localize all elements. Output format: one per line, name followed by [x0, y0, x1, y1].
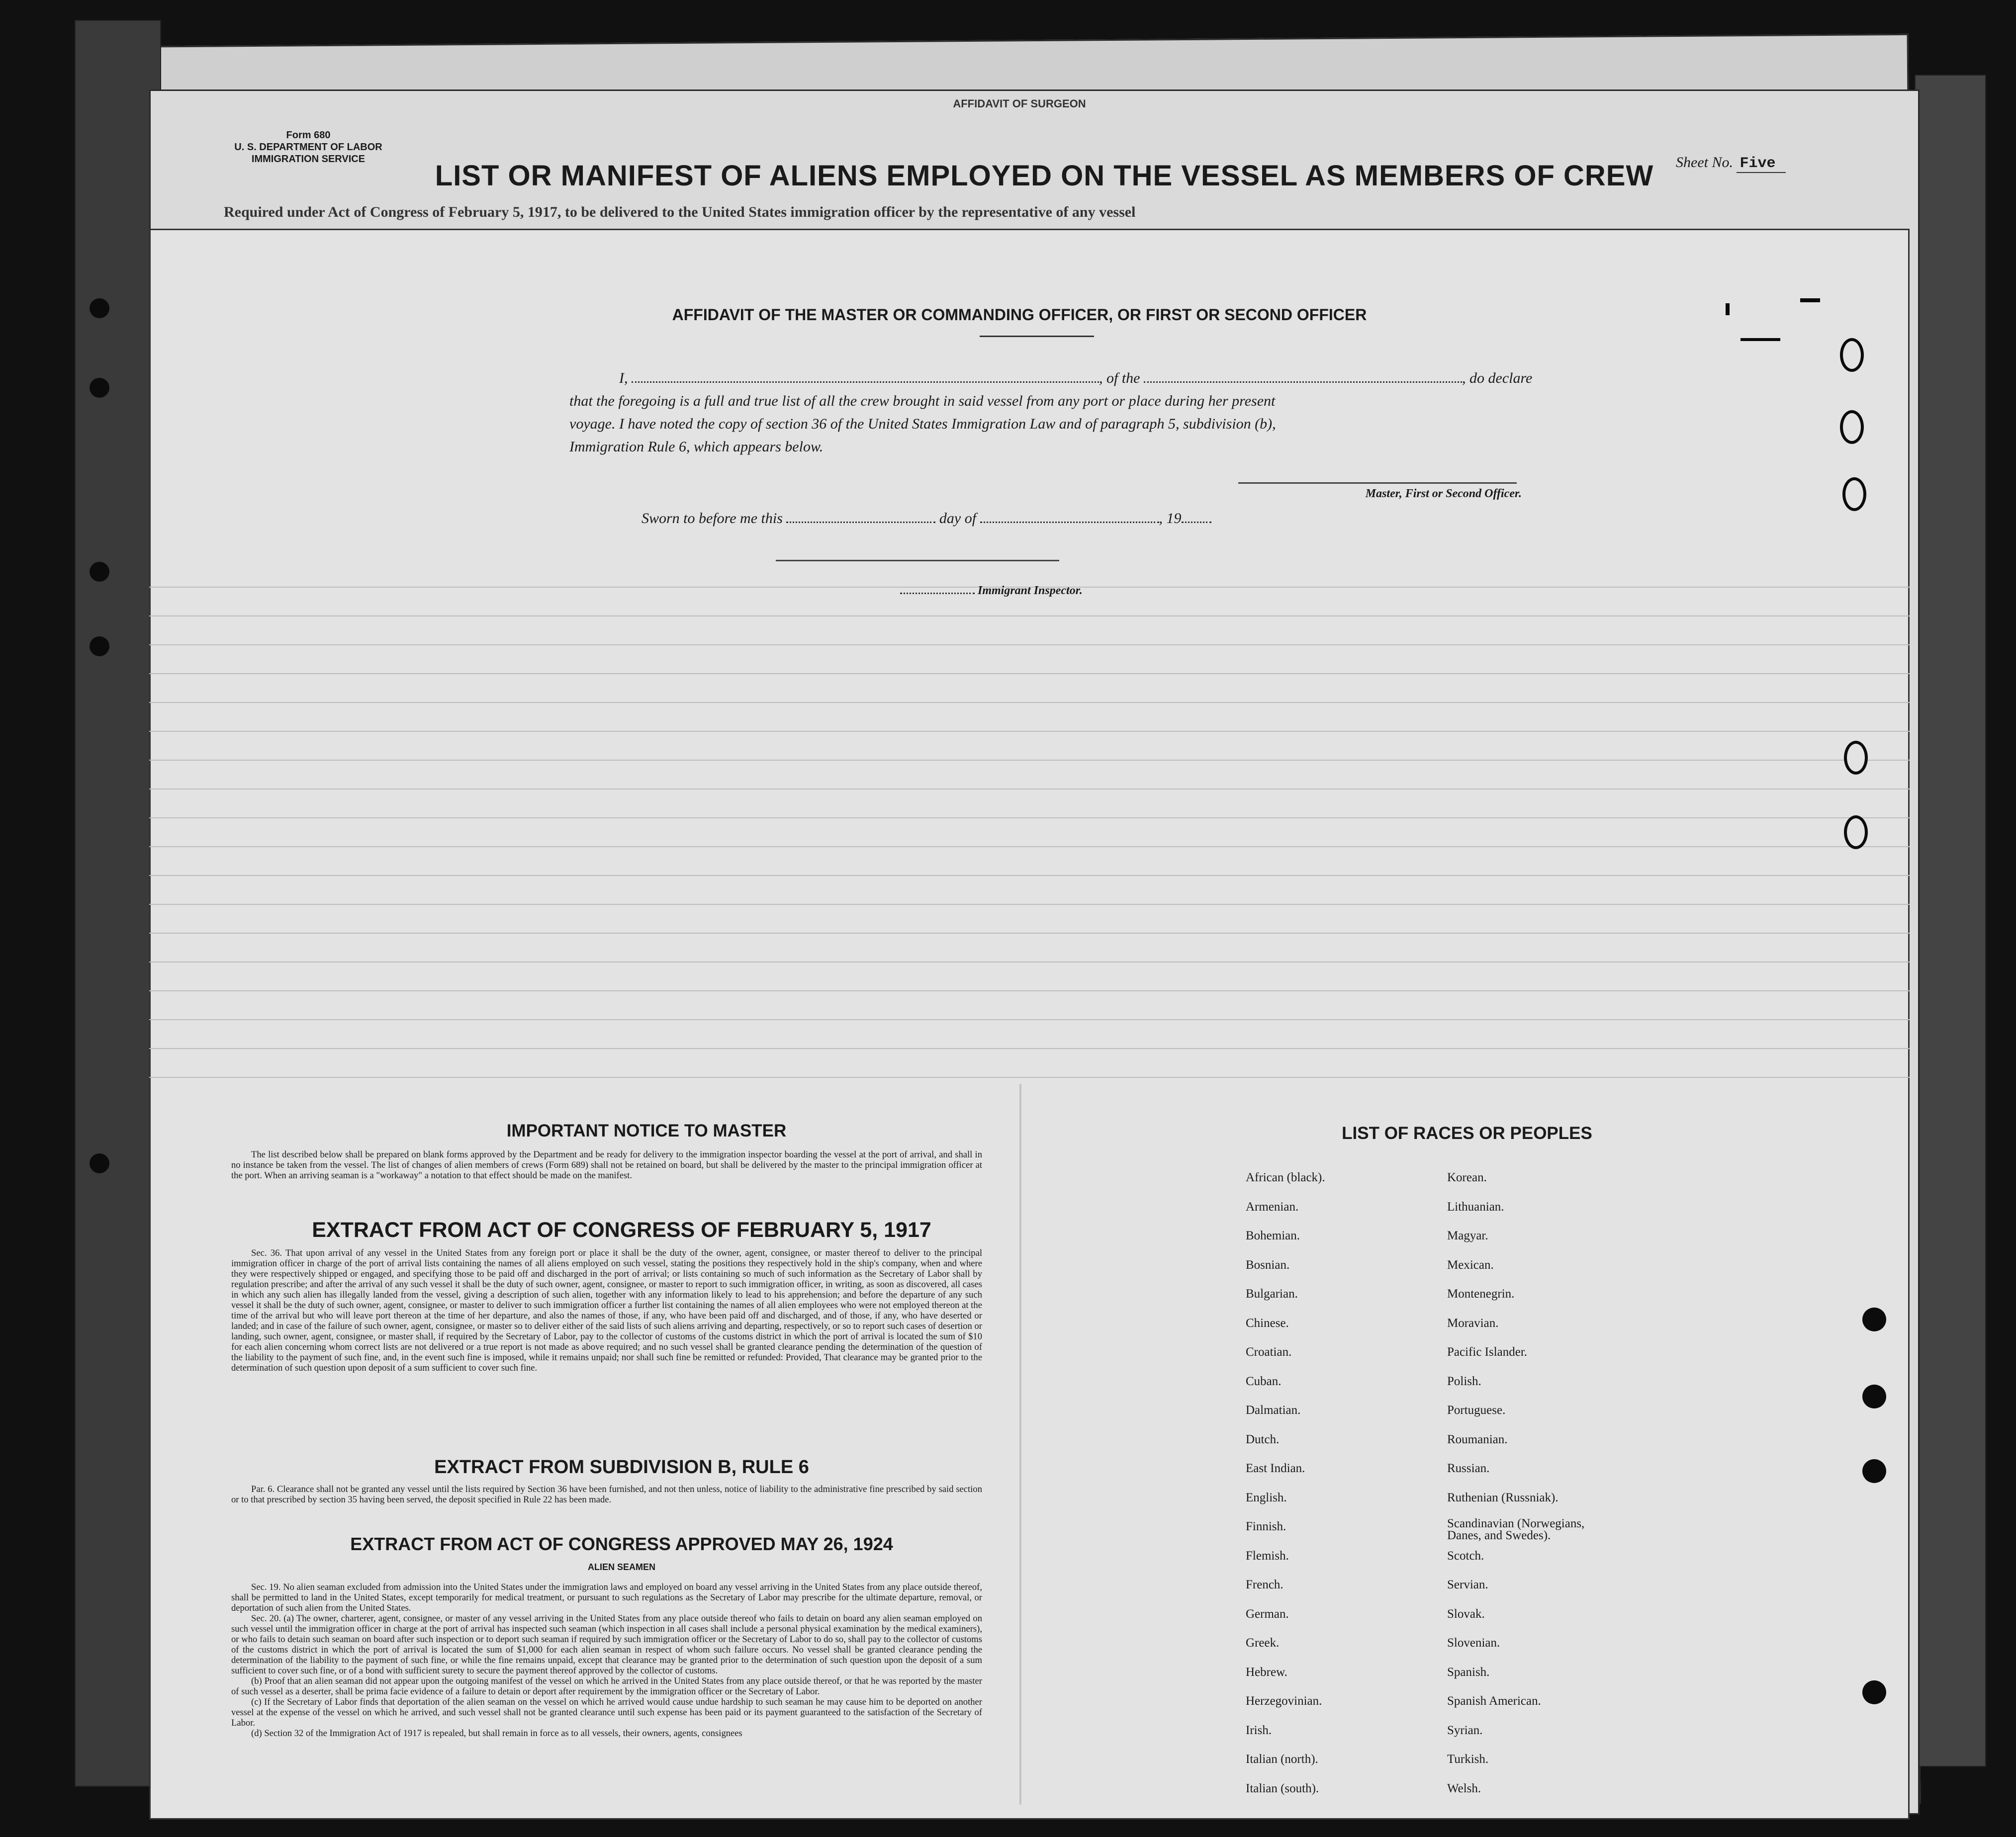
extract-1924-title: EXTRACT FROM ACT OF CONGRESS APPROVED MAY 26, 1924: [350, 1534, 893, 1554]
section-20a: Sec. 20. (a) The owner, charterer, agent, consignee, or master of any vessel arriving in the United States from any place outside thereof who fails to detain on board any alien seaman employed on such vessel until the immigration officer in charge at the port of arrival has inspected such seaman (which inspection in all cases shall include a personal physical examination by the medical examiners), or who fails to detain such seaman on board after such inspection or to deport such seaman if required by such immigration officer or the Secretary of Labor to do so, shall pay to the collector of customs of the customs district in which the port of arrival is located the sum of $1,000 for each alien seaman in respect of whom such failure occurs. No vessel shall be granted clearance pending the determination of the liability to the payment of such fine, or while the fine remains unpaid, except that clearance may be granted prior to the determination of such question upon the deposit of a sum sufficient to cover such fine, or of a bond with sufficient surety to secure the payment thereof approved by the collector of customs.: [231, 1613, 982, 1676]
sheet-number: [1676, 154, 1855, 172]
race-item: Finnish.: [1246, 1520, 1286, 1533]
race-item: French.: [1246, 1578, 1283, 1591]
month-field[interactable]: [980, 512, 1159, 523]
section-20b: (b) Proof that an alien seaman did not appear upon the outgoing manifest of the vessel on which he arrived in the United States from any place outside thereof, or that he was reported by the master of such vessel as a deserter, shall be prima facie evidence of a failure to detain or deport after requirement by the immigration officer or the Secretary of Labor.: [231, 1676, 982, 1697]
form-identifier: [234, 129, 383, 165]
punch-hole: [90, 298, 109, 318]
section-19: Sec. 19. No alien seaman excluded from admission into the United States under the immigration laws and employed on board any vessel arriving in the United States from any place outside thereof, shall be permitted to land in the United States, except temporarily for medical treatment, or pursuant to such regulations as the Secretary of Labor may prescribe for the ultimate departure, removal, or deportation of such alien from the United States.: [231, 1582, 982, 1613]
declaration-text: Immigration Rule 6, which appears below.: [569, 438, 824, 455]
inspector-line: [900, 583, 1109, 598]
race-item: Portuguese.: [1447, 1403, 1506, 1417]
punch-hole: [1840, 338, 1864, 372]
race-item: Russian.: [1447, 1462, 1490, 1475]
title-underline: [980, 336, 1094, 337]
punch-hole: [90, 1153, 109, 1173]
binder-strip: [1915, 75, 1986, 1767]
race-item: German.: [1246, 1607, 1289, 1621]
race-item: Herzegovinian.: [1246, 1694, 1322, 1708]
year-prefix: , 19: [1159, 510, 1182, 526]
punch-hole: [1840, 410, 1864, 444]
race-item: Turkish.: [1447, 1752, 1489, 1766]
race-item: Polish.: [1447, 1374, 1481, 1388]
service-name: IMMIGRATION SERVICE: [251, 154, 366, 165]
race-item: Irish.: [1246, 1723, 1272, 1737]
extract-rule6-title: EXTRACT FROM SUBDIVISION B, RULE 6: [434, 1457, 809, 1478]
name-field[interactable]: [632, 371, 1099, 383]
race-item: Spanish.: [1447, 1665, 1490, 1679]
stray-mark: [1800, 298, 1820, 302]
master-signature-field[interactable]: [1238, 482, 1517, 484]
race-item: East Indian.: [1246, 1462, 1305, 1475]
extract-1917-title: EXTRACT FROM ACT OF CONGRESS OF FEBRUARY 5, 1917: [312, 1218, 931, 1242]
race-item: Welsh.: [1447, 1781, 1481, 1795]
race-item: Syrian.: [1447, 1723, 1483, 1737]
declaration-text: that the foregoing is a full and true list of all the crew brought in said vessel from any port or place during her present: [569, 393, 1276, 409]
races-title: LIST OF RACES OR PEOPLES: [1342, 1124, 1592, 1143]
punch-hole: [90, 378, 109, 398]
declaration-text: voyage. I have noted the copy of section 36 of the United States Immigration Law and of paragraph 5, subdivision (b),: [569, 416, 1276, 432]
race-item: Scotch.: [1447, 1549, 1484, 1563]
race-item: Moravian.: [1447, 1316, 1499, 1330]
stray-mark: [1726, 303, 1730, 315]
declaration-i: I,: [619, 370, 628, 386]
race-item: Bulgarian.: [1246, 1287, 1298, 1301]
race-item: Croatian.: [1246, 1345, 1292, 1359]
race-item: Chinese.: [1246, 1316, 1289, 1330]
race-item: Spanish American.: [1447, 1694, 1541, 1708]
department-name: U. S. DEPARTMENT OF LABOR: [234, 142, 382, 153]
race-item: Flemish.: [1246, 1549, 1289, 1563]
affidavit-title: AFFIDAVIT OF THE MASTER OR COMMANDING OFFICER, OR FIRST OR SECOND OFFICER: [672, 306, 1367, 324]
alien-seamen-subtitle: ALIEN SEAMEN: [587, 1562, 655, 1572]
notice-body: The list described below shall be prepared on blank forms approved by the Department and be ready for delivery to the immigration inspector boarding the vessel at the port of arrival, and shall in no instance be taken from the vessel. The list of changes of alien members of crews (Form 689) shall not be retained on board, but shall be delivered by the master to the principal immigration officer at the port. When an arriving seaman is a "workaway" a notation to that effect should be made on the manifest.: [231, 1149, 982, 1181]
inspector-signature-field[interactable]: [776, 560, 1059, 561]
punch-hole: [1862, 1385, 1886, 1408]
sheet-value: Five: [1737, 155, 1785, 173]
race-item: Slovak.: [1447, 1607, 1485, 1621]
race-item: English.: [1246, 1490, 1287, 1504]
punch-hole: [1844, 741, 1868, 775]
year-field[interactable]: [1182, 512, 1211, 523]
sheet-label: Sheet No.: [1676, 154, 1733, 171]
section-20d: (d) Section 32 of the Immigration Act of 1917 is repealed, but shall remain in force as to all vessels, their owners, agents, consignees: [251, 1728, 742, 1739]
punch-hole: [1842, 477, 1866, 511]
race-item: Pacific Islander.: [1447, 1345, 1528, 1359]
race-item: Magyar.: [1447, 1229, 1488, 1242]
day-of-label: day of: [939, 510, 977, 526]
race-item: Greek.: [1246, 1636, 1280, 1650]
race-item: Slovenian.: [1447, 1636, 1500, 1650]
race-item: African (black).: [1246, 1171, 1325, 1184]
race-item: Roumanian.: [1447, 1432, 1508, 1446]
race-item: Bohemian.: [1246, 1229, 1300, 1242]
form-number: Form 680: [286, 130, 331, 141]
day-field[interactable]: [786, 512, 935, 523]
race-item: Armenian.: [1246, 1200, 1299, 1214]
race-item: Bosnian.: [1246, 1258, 1290, 1272]
extract-rule6-body: Par. 6. Clearance shall not be granted any vessel until the lists required by Section 36 have been furnished, and not then unless, notice of liability to the administrative fine prescribed by said section or to that prescribed by section 35 having been served, the deposit specified in Rule 22 has been made.: [231, 1484, 982, 1505]
punch-hole: [1862, 1308, 1886, 1331]
left-binding: [75, 20, 161, 1787]
race-item: Dutch.: [1246, 1432, 1280, 1446]
punch-hole: [1862, 1459, 1886, 1483]
declaration-of-the: , of the: [1099, 370, 1140, 386]
race-item: Dalmatian.: [1246, 1403, 1301, 1417]
section-20c: (c) If the Secretary of Labor finds that deportation of the alien seaman on the vessel on which he arrived would cause undue hardship to such seaman he may cause him to be deported on another vessel at the expense of the vessel on which he arrived, and such vessel shall not be granted clearance until such expense has been paid or its payment guaranteed to the satisfaction of the Secretary of Labor.: [231, 1697, 982, 1728]
race-item: Lithuanian.: [1447, 1200, 1504, 1214]
extract-1917-body: Sec. 36. That upon arrival of any vessel in the United States from any foreign port or place it shall be the duty of the owner, agent, consignee, or master thereof to deliver to the principal immigration officer in charge of the port of arrival lists containing the names of all aliens employed on such vessel, stating the positions they respectively hold in the ship's company, when and where they were respectively shipped or engaged, and specifying those to be paid off and discharged in the port of arrival; or lists containing so much of such information as the Secretary of Labor shall by regulation prescribe; and after the arrival of any such vessel it shall be the duty of such owner, agent, consignee, or master to report to such immigration officer, in writing, as soon as discovered, all cases in which any such alien has illegally landed from the vessel, giving a description of such alien, together with any information likely to lead to his apprehension; and before the departure of any such vessel it shall be the duty of such owner, agent, consignee, or master to deliver to such immigration officer a further list containing the names of all alien employees who were not employed thereon at the time of the arrival but who will leave port thereon at the time of her departure, and also the names of those, if any, who have been paid off and discharged, and of those, if any, who have deserted or landed; and in case of the failure of such owner, agent, consignee, or master so to deliver either of the said lists of such aliens arriving and departing, respectively, or so to report such cases of desertion or landing, such owner, agent, consignee, or master shall, if required by the Secretary of Labor, pay to the collector of customs of the customs district in which the port of arrival is located the sum of $10 for each alien concerning whom correct lists are not delivered or a true report is not made as above required; and no such vessel shall be granted clearance pending the determination of the question of the liability to the payment of such fine, and, in the event such fine is imposed, while it remains unpaid; nor shall such fine be remitted or refunded: Provided, That clearance may be granted prior to the determination of such question upon deposit of a sum sufficient to cover such fine.: [231, 1248, 982, 1373]
vessel-field[interactable]: [1144, 371, 1462, 383]
sworn-label: Sworn to before me this: [641, 510, 783, 526]
punch-hole: [90, 562, 109, 582]
race-item: Ruthenian (Russniak).: [1447, 1490, 1558, 1504]
page-title: LIST OR MANIFEST OF ALIENS EMPLOYED ON THE VESSEL AS MEMBERS OF CREW: [435, 160, 1654, 192]
surgeon-affidavit-heading: AFFIDAVIT OF SURGEON: [953, 97, 1086, 110]
race-item: Hebrew.: [1246, 1665, 1287, 1679]
race-item: Italian (north).: [1246, 1752, 1318, 1766]
bleed-through-area: [149, 587, 1910, 1104]
declaration-line: [619, 367, 1539, 390]
punch-hole: [90, 636, 109, 656]
race-item: Scandinavian (Norwegians, Danes, and Swedes).: [1447, 1517, 1585, 1542]
master-signature-label: Master, First or Second Officer.: [1365, 487, 1522, 500]
required-under-line: Required under Act of Congress of February 5, 1917, to be delivered to the United States immigration officer by the representative of any vessel: [224, 204, 1136, 220]
sworn-line: [641, 510, 1537, 527]
race-item: Montenegrin.: [1447, 1287, 1515, 1301]
column-divider: [1019, 1084, 1021, 1805]
stray-mark: [1741, 338, 1780, 341]
inspector-field[interactable]: [900, 583, 975, 594]
race-item: Mexican.: [1447, 1258, 1494, 1272]
punch-hole: [1862, 1680, 1886, 1704]
extract-1924-body: [231, 1582, 982, 1739]
race-item: Italian (south).: [1246, 1781, 1319, 1795]
race-item: Cuban.: [1246, 1374, 1282, 1388]
race-item: Servian.: [1447, 1578, 1488, 1591]
inspector-label: Immigrant Inspector.: [978, 584, 1083, 597]
race-item: Korean.: [1447, 1171, 1487, 1184]
notice-title: IMPORTANT NOTICE TO MASTER: [506, 1121, 787, 1140]
punch-hole: [1844, 815, 1868, 849]
declaration-do-declare: , do declare: [1462, 370, 1533, 386]
